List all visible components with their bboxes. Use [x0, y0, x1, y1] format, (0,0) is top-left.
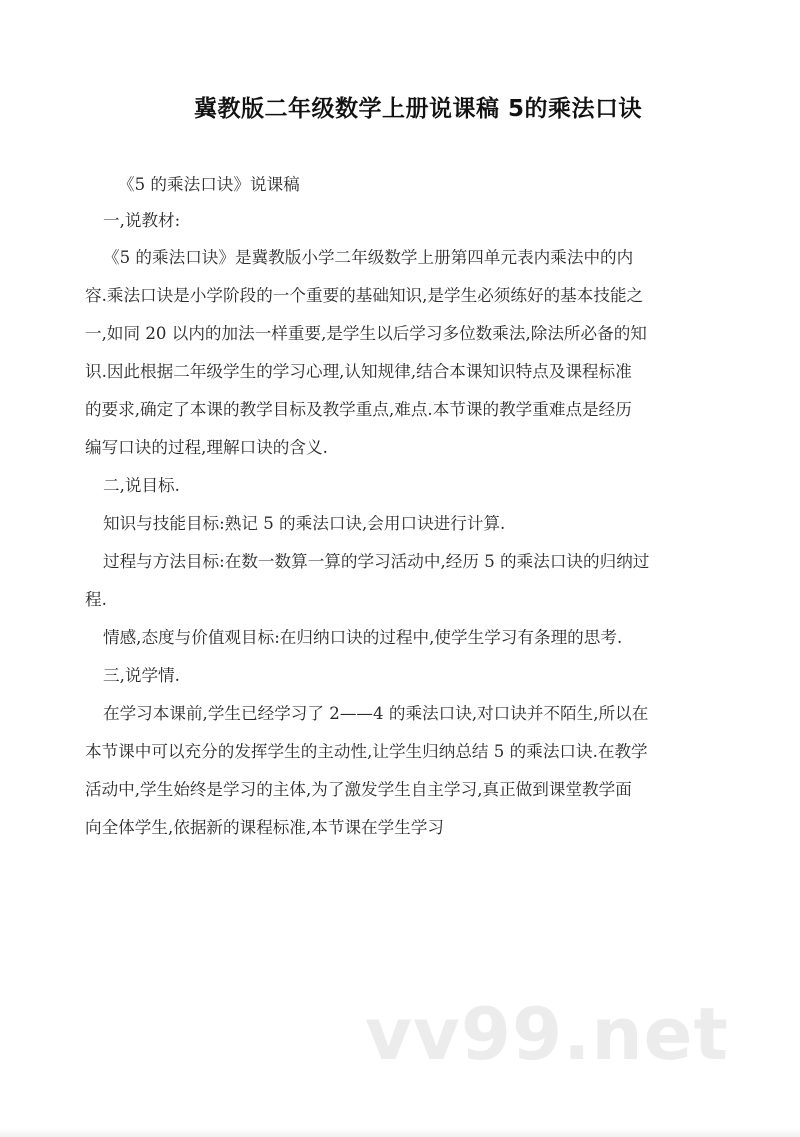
paragraph-line: 一,如同 20 以内的加法一样重要,是学生以后学习多位数乘法,除法所必备的知: [85, 324, 647, 343]
paragraph-line: 过程与方法目标:在数一数算一算的学习活动中,经历 5 的乘法口诀的归纳过: [103, 552, 650, 571]
page-bottom-edge: [0, 1129, 800, 1137]
watermark: vv99.net: [365, 992, 729, 1076]
paragraph-line: 活动中,学生始终是学习的主体,为了激发学生自主学习,真正做到课堂教学面: [85, 780, 632, 799]
paragraph-line: 本节课中可以充分的发挥学生的主动性,让学生归纳总结 5 的乘法口诀.在教学: [85, 742, 648, 761]
paragraph-line: 情感,态度与价值观目标:在归纳口诀的过程中,使学生学习有条理的思考.: [103, 628, 623, 647]
paragraph-line: 识.因此根据二年级学生的学习心理,认知规律,结合本课知识特点及课程标准: [85, 362, 632, 381]
paragraph-line: 一,说教材:: [103, 211, 181, 230]
paragraph-line: 的要求,确定了本课的教学目标及教学重点,难点.本节课的教学重难点是经历: [85, 400, 632, 419]
paragraph-line: 《5 的乘法口诀》说课稿: [118, 175, 300, 194]
paragraph-line: 程.: [85, 590, 107, 609]
paragraph-line: 在学习本课前,学生已经学习了 2——4 的乘法口诀,对口诀并不陌生,所以在: [103, 704, 649, 723]
paragraph-line: 《5 的乘法口诀》是冀教版小学二年级数学上册第四单元表内乘法中的内: [103, 248, 634, 267]
paragraph-line: 知识与技能目标:熟记 5 的乘法口诀,会用口诀进行计算.: [103, 514, 506, 533]
paragraph-line: 向全体学生,依据新的课程标准,本节课在学生学习: [85, 818, 445, 837]
document-title: 冀教版二年级数学上册说课稿 5的乘法口诀: [193, 96, 642, 122]
paragraph-line: 容.乘法口诀是小学阶段的一个重要的基础知识,是学生必须练好的基本技能之: [85, 286, 644, 305]
paragraph-line: 三,说学情.: [103, 666, 180, 685]
paragraph-line: 编写口诀的过程,理解口诀的含义.: [85, 438, 328, 457]
paragraph-line: 二,说目标.: [103, 476, 180, 495]
